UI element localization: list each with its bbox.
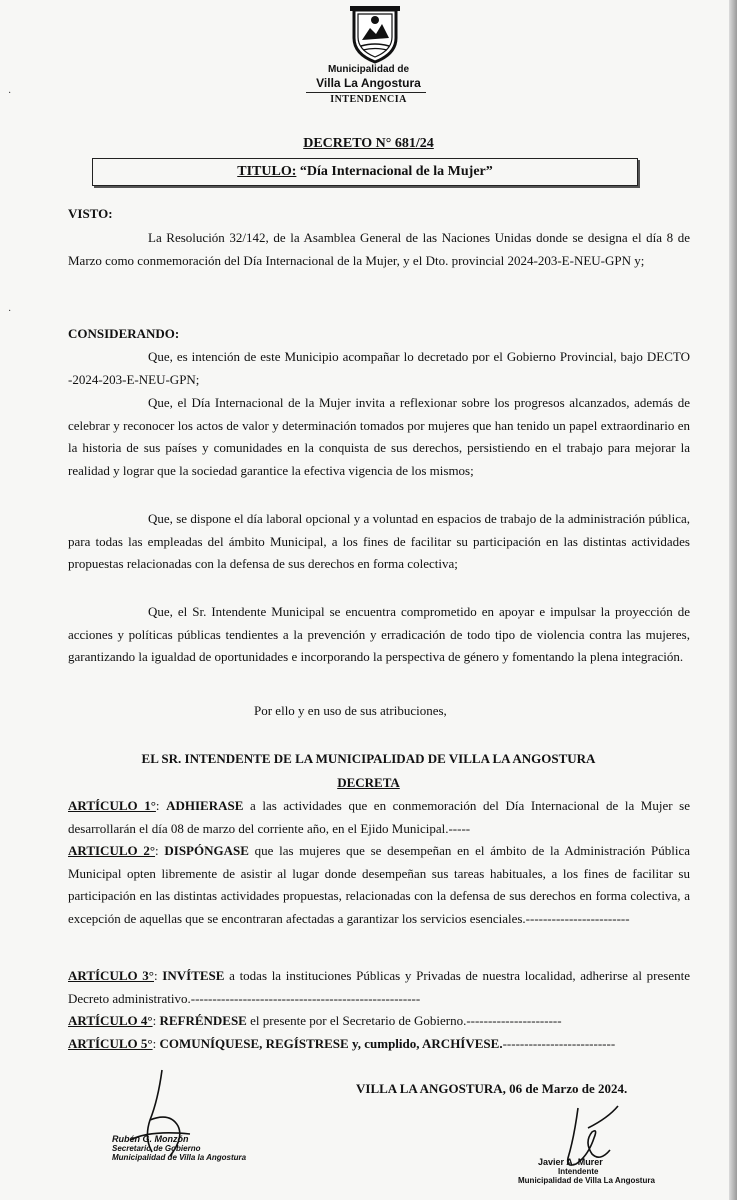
considerando-paragraph-2: Que, el Día Internacional de la Mujer invita a reflexionar sobre los progresos alcanzados, además de celebrar y reconocer los actos de valor y determinación tomados por mujeres que han tenido un papel extraordinario en la historia de sus países y comunidades en la conquista de sus derechos, persistiendo en el trabajo para mejorar la realidad y lograr que la sociedad garantice la efectiva vigencia de los mismos; [68,395,690,478]
signature-right-name: Javier A. Murer [538,1157,603,1167]
visto-paragraph: La Resolución 32/142, de la Asamblea General de las Naciones Unidas donde se designa el día 8 de Marzo como conmemoración del Día Internacional de la Mujer, y el Dto. provincial 2024-203-E-NEU-GPN y; [68,230,690,268]
place-and-date: VILLA LA ANGOSTURA, 06 de Marzo de 2024. [356,1081,628,1096]
scan-border [729,0,737,1200]
header-divider [306,92,426,93]
signature-left-role: Secretario de Gobierno [112,1144,201,1153]
decree-number: DECRETO N° 681/24 [303,136,434,151]
header-department: INTENDENCIA [330,94,407,105]
scan-mark: · [8,88,12,99]
article-1: ARTÍCULO 1°: ADHIERASE a las actividades que en conmemoración del Día Internacional de la Mujer se desarrollarán el día 08 de marzo del corriente año, en el Ejido Municipal.----- [68,798,690,836]
visto-heading: VISTO: [68,206,113,221]
header-municipality-label: Municipalidad de [327,64,410,75]
article-3: ARTÍCULO 3°: INVÍTESE a todas la instituciones Públicas y Privadas de nuestra localidad, adherirse al presente Decreto administrativo.----------------------------------------------------- [68,968,690,1006]
signature-right-role: Intendente [558,1167,599,1176]
signature-left-block [112,1135,246,1162]
considerando-paragraph-1: Que, es intención de este Municipio acompañar lo decretado por el Gobierno Provincial, bajo DECTO -2024-203-E-NEU-GPN; [68,349,690,387]
scan-mark: · [8,306,12,317]
signature-left-name: Rubén G. Monzón [112,1134,189,1144]
title-box [92,158,638,186]
considerando-paragraph-4: Que, el Sr. Intendente Municipal se encuentra comprometido en apoyar e impulsar la proyección de acciones y políticas públicas tendientes a la prevención y erradicación de todo tipo de violencia contra las mujeres, garantizando la igualdad de oportunidades e incorporando la perspectiva de género y fomentando la plena integración. [68,604,690,664]
article-5: ARTÍCULO 5°: COMUNÍQUESE, REGÍSTRESE y, cumplido, ARCHÍVESE.-------------------------- [68,1036,616,1051]
article-2: ARTICULO 2°: DISPÓNGASE que las mujeres que se desempeñan en el ámbito de la Administración Pública Municipal opten libremente de asistir al lugar donde desempeñan sus tareas habituales, a los fines de facilitar su participación en las distintas actividades propuestas, relacionadas con la defensa de sus derechos en forma colectiva, a excepción de aquellas que se encontraran afectadas a garantizar los servicios esenciales.------------------------ [68,843,690,926]
considerando-paragraph-3: Que, se dispone el día laboral opcional y a voluntad en espacios de trabajo de la administración pública, para todas las empleadas del ámbito Municipal, a los fines de facilitar su participación en las distintas actividades propuestas relacionadas con la defensa de sus derechos en forma colectiva; [68,511,690,571]
decreta-heading: DECRETA [337,775,400,790]
signature-right-block [518,1158,655,1185]
considerando-closing: Por ello y en uso de sus atribuciones, [254,703,447,718]
header-city: Villa La Angostura [316,76,421,90]
title-label: TITULO: [237,164,297,179]
signature-right-org: Municipalidad de Villa La Angostura [518,1176,655,1185]
considerando-heading: CONSIDERANDO: [68,326,180,341]
signature-left-org: Municipalidad de Villa la Angostura [112,1153,247,1162]
authority-line: EL SR. INTENDENTE DE LA MUNICIPALIDAD DE VILLA LA ANGOSTURA [141,751,596,766]
article-4: ARTÍCULO 4°: REFRÉNDESE el presente por el Secretario de Gobierno.---------------------- [68,1013,562,1028]
title-text: “Día Internacional de la Mujer” [299,164,493,179]
municipal-seal-icon [346,4,404,64]
